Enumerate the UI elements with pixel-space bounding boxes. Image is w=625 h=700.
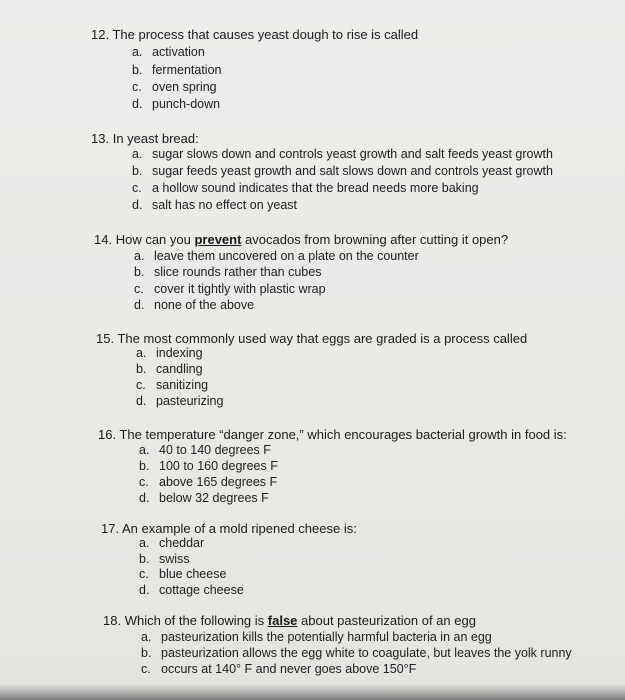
option-c: c. oven spring: [132, 80, 217, 94]
option-b: b. fermentation: [132, 63, 222, 77]
option-d: d. salt has no effect on yeast: [132, 198, 298, 212]
option-d: d. punch-down: [132, 97, 221, 111]
option-c: c. occurs at 140° F and never goes above 150°F: [141, 662, 417, 676]
question-text: 12. The process that causes yeast dough to rise is called: [91, 27, 419, 42]
option-a: a. sugar slows down and controls yeast growth and salt feeds yeast growth: [132, 147, 553, 161]
option-a: a. activation: [132, 45, 205, 59]
option-b: b. 100 to 160 degrees F: [139, 459, 278, 473]
option-d: d. pasteurizing: [136, 394, 224, 408]
emphasis-prevent: prevent: [194, 232, 242, 247]
question-text: 15. The most commonly used way that eggs are graded is a process called: [96, 331, 528, 346]
option-a: a. pasteurization kills the potentially harmful bacteria in an egg: [141, 630, 492, 644]
option-d: d. cottage cheese: [139, 583, 244, 597]
option-c: c. a hollow sound indicates that the bread needs more baking: [132, 181, 479, 195]
question-text: 16. The temperature “danger zone,” which encourages bacterial growth in food is:: [98, 427, 567, 442]
option-c: c. sanitizing: [136, 378, 209, 392]
option-a: a. leave them uncovered on a plate on the counter: [134, 249, 419, 263]
option-c: c. above 165 degrees F: [139, 475, 278, 489]
emphasis-false: false: [267, 613, 298, 628]
option-d: d. none of the above: [134, 298, 255, 312]
option-b: b. sugar feeds yeast growth and salt slows down and controls yeast growth: [132, 164, 553, 178]
question-text: 14. How can you prevent avocados from browning after cutting it open?: [94, 232, 509, 247]
question-text: 18. Which of the following is false about pasteurization of an egg: [103, 613, 476, 628]
option-d: d. below 32 degrees F: [139, 491, 269, 505]
photo-bottom-shadow: [0, 684, 625, 700]
option-a: a. indexing: [136, 346, 203, 360]
option-b: b. pasteurization allows the egg white to coagulate, but leaves the yolk runny: [141, 646, 572, 660]
question-text: 17. An example of a mold ripened cheese is:: [101, 521, 357, 536]
option-c: c. cover it tightly with plastic wrap: [134, 282, 326, 296]
question-text: 13. In yeast bread:: [91, 131, 199, 146]
option-b: b. slice rounds rather than cubes: [134, 265, 322, 279]
option-a: a. 40 to 140 degrees F: [139, 443, 271, 457]
option-b: b. candling: [136, 362, 203, 376]
option-a: a. cheddar: [139, 536, 205, 550]
option-b: b. swiss: [139, 552, 190, 566]
option-c: c. blue cheese: [139, 567, 227, 581]
